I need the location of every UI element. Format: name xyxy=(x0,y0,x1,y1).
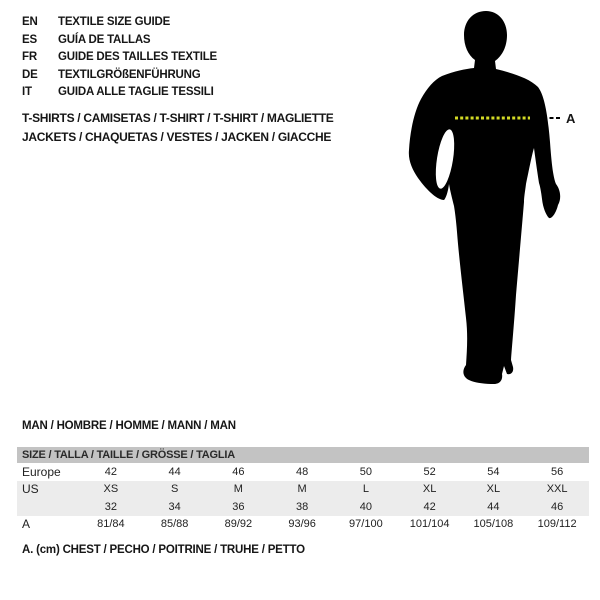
section-title-man: MAN / HOMBRE / HOMME / MANN / MAN xyxy=(22,420,236,432)
size-cell: 109/112 xyxy=(537,518,577,531)
size-cell: XXL xyxy=(546,483,568,496)
language-row-de xyxy=(22,67,217,85)
size-cell: 42 xyxy=(104,465,117,478)
language-code: FR xyxy=(22,51,37,63)
language-row-it xyxy=(22,84,217,102)
size-cell: 44 xyxy=(168,465,181,478)
table-row-us xyxy=(17,481,589,499)
size-cell: XL xyxy=(422,483,437,496)
table-row-europe xyxy=(17,463,589,481)
size-cell: 48 xyxy=(296,465,309,478)
language-code: EN xyxy=(22,16,38,28)
size-cell: 46 xyxy=(551,500,564,513)
language-title: TEXTILE SIZE GUIDE xyxy=(58,16,171,28)
language-title: GUIDE DES TAILLES TEXTILE xyxy=(58,51,217,63)
language-title: GUIDA ALLE TAGLIE TESSILI xyxy=(58,86,214,98)
size-table-header: SIZE / TALLA / TAILLE / GRÖSSE / TAGLIA xyxy=(17,447,589,463)
category-line-tshirts: T-SHIRTS / CAMISETAS / T-SHIRT / T-SHIRT / MAGLIETTE xyxy=(22,111,334,125)
size-cell: XL xyxy=(486,483,501,496)
category-heading xyxy=(22,109,334,147)
size-cell: 56 xyxy=(551,465,564,478)
row-label: Europe xyxy=(22,464,61,479)
size-cell: S xyxy=(170,483,179,496)
language-code: DE xyxy=(22,68,38,81)
size-cell: 105/108 xyxy=(473,518,514,531)
category-line-jackets: JACKETS / CHAQUETAS / VESTES / JACKEN / GIACCHE xyxy=(22,130,332,144)
footnote-chest-legend: A. (cm) CHEST / PECHO / POITRINE / TRUHE / PETTO xyxy=(22,544,305,556)
size-cell: 81/84 xyxy=(97,518,125,531)
language-title: GUÍA DE TALLAS xyxy=(58,33,151,46)
language-guide-list xyxy=(22,14,217,102)
measure-label-a: A xyxy=(566,111,576,126)
size-table xyxy=(17,447,589,533)
size-cell: 101/104 xyxy=(409,518,450,531)
size-cell: 85/88 xyxy=(160,518,189,531)
size-cell: 89/92 xyxy=(224,518,253,531)
size-cell: M xyxy=(233,483,243,496)
table-row-chest-a xyxy=(17,516,589,534)
size-cell: 52 xyxy=(423,465,436,478)
size-cell: 42 xyxy=(423,500,436,513)
size-cell: 36 xyxy=(232,500,245,513)
language-code: ES xyxy=(22,33,37,46)
size-cell: XS xyxy=(103,483,119,496)
size-cell: 38 xyxy=(296,500,309,513)
language-row-es xyxy=(22,32,217,50)
row-label: A xyxy=(22,517,31,532)
size-cell: 34 xyxy=(168,500,181,513)
size-cell: 50 xyxy=(359,465,372,478)
size-cell: 46 xyxy=(232,465,245,478)
language-code: IT xyxy=(22,86,32,98)
language-title: TEXTILGRÖßENFÜHRUNG xyxy=(58,68,201,81)
size-cell: 32 xyxy=(104,500,117,513)
size-cell: 93/96 xyxy=(288,518,316,531)
man-silhouette-figure xyxy=(400,0,600,400)
size-cell: 97/100 xyxy=(349,518,383,531)
man-silhouette xyxy=(409,11,560,384)
size-cell: L xyxy=(362,483,369,496)
size-cell: 54 xyxy=(487,465,500,478)
language-row-fr xyxy=(22,49,217,67)
size-cell: M xyxy=(297,483,307,496)
table-row-us-numeric xyxy=(17,498,589,516)
row-label: US xyxy=(22,482,39,497)
language-row-en xyxy=(22,14,217,32)
size-cell: 44 xyxy=(487,500,500,513)
size-cell: 40 xyxy=(359,500,372,513)
